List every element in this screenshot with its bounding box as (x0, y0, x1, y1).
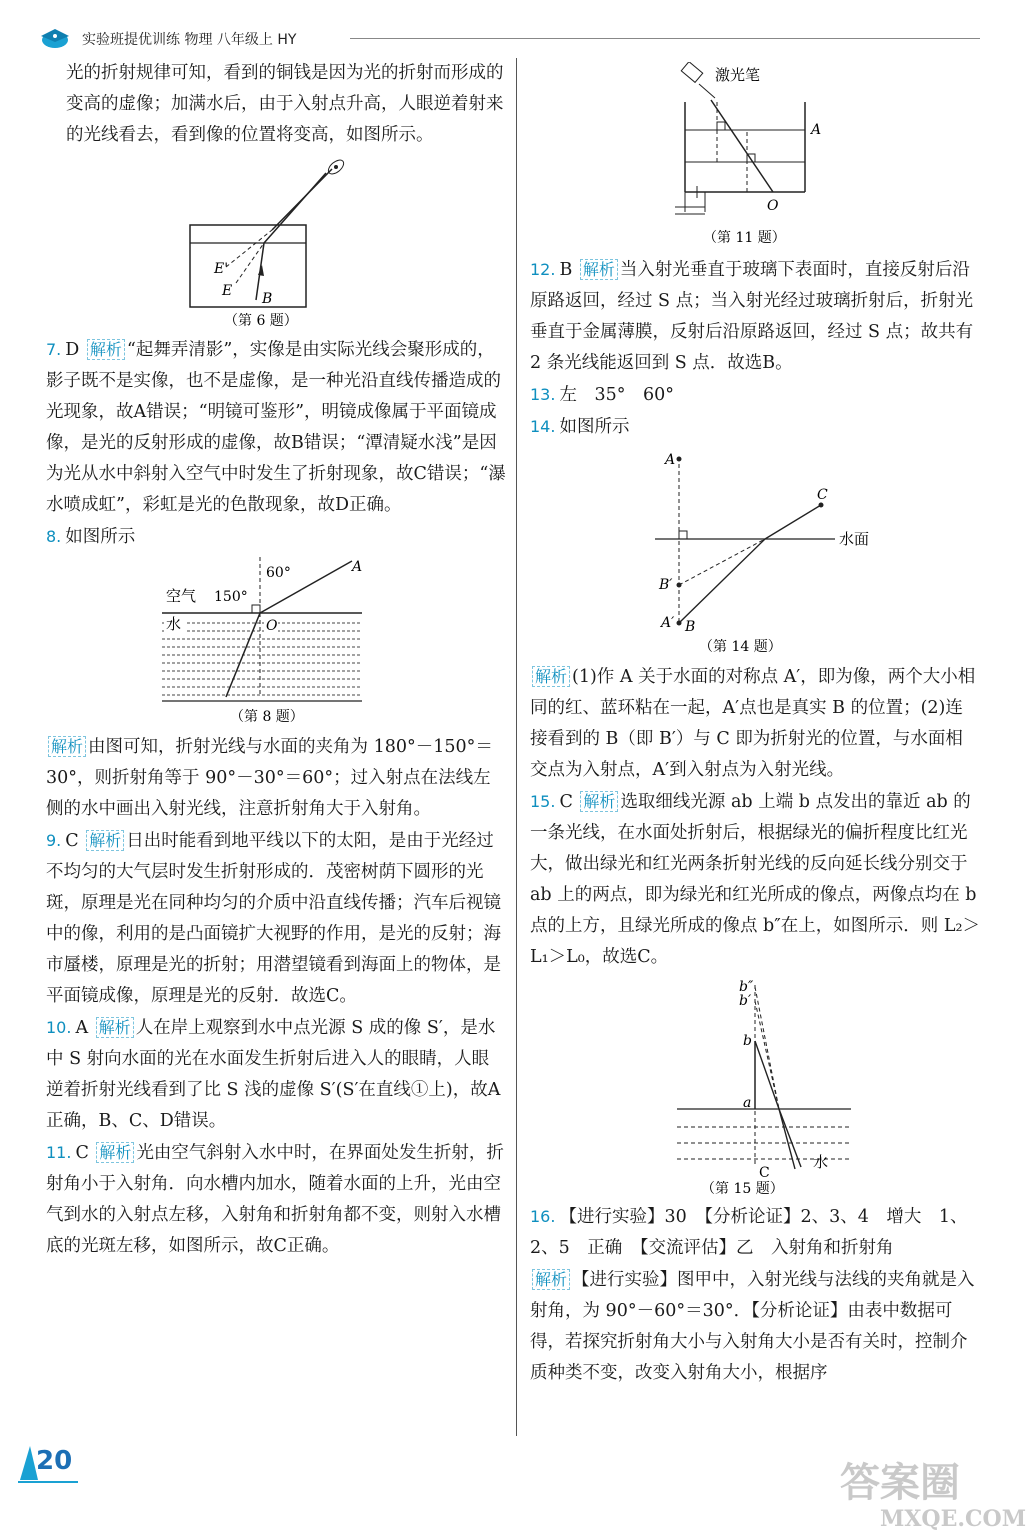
svg-text:MXQE.COM: MXQE.COM (880, 1506, 1026, 1532)
question-14-analysis (530, 661, 980, 786)
question-11 (46, 1137, 506, 1262)
q14-analysis-text: (1)作 A 关于水面的对称点 A′，即为像，两个大小相同的红、蓝环粘在一起，A′点也是真实 B 的位置；(2)连接看到的 B（即 B′）与 C 即为折射光的位置，与水面相交点为入射点，A′到入射点为入射光线。 (530, 667, 976, 780)
figure-14 (635, 447, 875, 657)
fig11-point-a: A (811, 122, 822, 138)
q10-analysis-text: 人在岸上观察到水中点光源 S 成的像 S′，是水中 S 射向水面的光在水面发生折射后进入人的眼睛，人眼逆着折射光线看到了比 S 浅的虚像 S′(S′在直线①上)，故A正确，B、C、D错误。 (46, 1018, 501, 1131)
question-9 (46, 825, 506, 1012)
question-13 (530, 379, 980, 411)
fig14-label-a: A (665, 452, 676, 468)
q14-text: 如图所示 (559, 417, 630, 437)
q14-number: 14. (530, 417, 556, 436)
column-divider (516, 58, 517, 1436)
fig11-caption: （第 11 题） (703, 230, 786, 246)
q8-text: 如图所示 (65, 527, 136, 547)
fig14-label-b: B (685, 619, 696, 635)
fig15-caption: （第 15 题） (701, 1181, 784, 1197)
left-column (46, 58, 506, 1262)
fig14-water-surface: 水面 (839, 530, 870, 548)
fig8-caption: （第 8 题） (230, 709, 304, 725)
eye-icon (326, 157, 346, 176)
figure-11 (655, 62, 855, 250)
q7-number: 7. (46, 340, 62, 359)
q12-number: 12. (530, 260, 556, 279)
watermark-logo (836, 1452, 1026, 1532)
q10-answer: A (75, 1018, 89, 1038)
q9-analysis-tag: 解析 (86, 830, 124, 851)
question-8-analysis (46, 731, 506, 825)
q11-analysis-text: 光由空气斜射入水中时，在界面处发生折射，折射角小于入射角．向水槽内加水，随着水面的上升，光由空气到水的入射点左移，入射角和折射角都不变，则射入水槽底的光斑左移，如图所示，故C正确。 (46, 1143, 504, 1256)
fig15-label-c: C (759, 1165, 770, 1181)
q14-analysis-tag: 解析 (532, 666, 570, 687)
q13-answer: 左 35° 60° (559, 385, 674, 405)
fig6-label-b: B (262, 291, 273, 307)
q15-number: 15. (530, 792, 556, 811)
q12-answer: B (559, 260, 573, 280)
q7-analysis-text: “起舞弄清影”，实像是由实际光线会聚形成的，影子既不是实像，也不是虚像，是一种光沿直线传播造成的光现象，故A错误；“明镜可鉴形”，明镜成像属于平面镜成像，是光的反射形成的虚像，故B错误；“潭清疑水浅”是因为光从水中斜射入空气中时发生了折射现象，故C错误；“瀑水喷成虹”，彩虹是光的色散现象，故D正确。 (46, 340, 506, 515)
right-column (530, 58, 980, 1389)
q13-number: 13. (530, 385, 556, 404)
fig8-point-o: O (266, 618, 278, 634)
figure-15 (655, 977, 855, 1197)
q12-analysis-text: 当入射光垂直于玻璃下表面时，直接反射后沿原路返回，经过 S 点；当入射光经过玻璃折射后，折射光垂直于金属薄膜，反射后沿原路返回，经过 S 点；故共有 2 条光线能返回到 S 点．故选B。 (530, 260, 974, 373)
fig6-label-e: E (222, 283, 233, 299)
fig15-label-a: a (743, 1095, 752, 1111)
q16-number: 16. (530, 1207, 556, 1226)
q15-analysis-tag: 解析 (580, 791, 618, 812)
q11-number: 11. (46, 1143, 72, 1162)
fig11-laser-label: 激光笔 (715, 66, 761, 84)
fig6-caption: （第 6 题） (224, 313, 298, 329)
fig15-label-b: b (743, 1033, 752, 1049)
q9-analysis-text: 日出时能看到地平线以下的太阳，是由于光经过不均匀的大气层时发生折射形成的．茂密树荫下圆形的光斑，原理是光在同种均匀的介质中沿直线传播；汽车后视镜中的像，利用的是凸面镜扩大视野的作用，是光的反射；海市蜃楼，原理是光的折射；用潜望镜看到海面上的物体，是平面镜成像，原理是光的反射．故选C。 (46, 831, 501, 1006)
q7-answer: D (65, 340, 80, 360)
question-12 (530, 254, 980, 379)
q8-number: 8. (46, 527, 62, 546)
page-header (40, 24, 980, 52)
fig15-water-label: 水 (813, 1153, 829, 1171)
q16-analysis-text: 【进行实验】图甲中，入射光线与法线的夹角就是入射角，为 90°－60°＝30°．【分析论证】由表中数据可得，若探究折射角大小与入射角大小是否有关时，控制介质种类不变，改变入射角大小，根据序 (530, 1270, 975, 1383)
q8-analysis-text: 由图可知，折射光线与水面的夹角为 180°－150°＝30°，则折射角等于 90°－30°＝60°；过入射点在法线左侧的水中画出入射光线，注意折射角大于入射角。 (46, 737, 493, 819)
q15-analysis-text: 选取细线光源 ab 上端 b 点发出的靠近 ab 的一条光线，在水面处折射后，根据绿光的偏折程度比红光大，做出绿光和红光两条折射光线的反向延长线分别交于 ab 上的两点，即为绿光和红光所成的像点，两像点均在 b 点的上方，且绿光所成的像点 b″在上，如图所示．则 L₂＞L₁＞L₀，故选C。 (530, 792, 980, 967)
q11-analysis-tag: 解析 (96, 1142, 134, 1163)
q10-number: 10. (46, 1018, 72, 1037)
question-8 (46, 521, 506, 553)
q9-answer: C (65, 831, 79, 851)
fig14-caption: （第 14 题） (699, 639, 782, 655)
svg-text:答案圈: 答案圈 (840, 1459, 960, 1506)
question-7 (46, 334, 506, 521)
q10-analysis-tag: 解析 (96, 1017, 134, 1038)
page-number-badge (16, 1440, 80, 1486)
question-16-analysis (530, 1264, 980, 1389)
question-14 (530, 411, 980, 443)
question-15 (530, 786, 980, 973)
q6-continued-text: 光的折射规律可知，看到的铜钱是因为光的折射而形成的变高的虚像；加满水后，由于入射点升高，人眼逆着射来的光线看去，看到像的位置将变高，如图所示。 (66, 63, 504, 145)
figure-6 (166, 155, 386, 330)
book-title: 实验班提优训练 物理 八年级上 HY (82, 32, 297, 48)
q9-number: 9. (46, 831, 62, 850)
q12-analysis-tag: 解析 (580, 259, 618, 280)
q8-analysis-tag: 解析 (48, 736, 86, 757)
header-rule (350, 38, 980, 39)
fig14-label-a-prime: A′ (661, 615, 675, 631)
q16-answer: 【进行实验】30 【分析论证】2、3、4 增大 1、2、5 正确 【交流评估】乙 入射角和折射角 (530, 1207, 968, 1258)
fig14-label-b-prime: B′ (659, 577, 673, 593)
q16-analysis-tag: 解析 (532, 1269, 570, 1290)
fig15-label-b-prime: b′ (739, 993, 752, 1009)
q15-answer: C (559, 792, 573, 812)
q11-answer: C (75, 1143, 89, 1163)
fig11-point-o: O (767, 198, 779, 214)
fig8-angle-150: 150° (214, 589, 248, 605)
fig8-air-label: 空气 (166, 587, 197, 605)
q7-analysis-tag: 解析 (87, 339, 125, 360)
fig8-water-label: 水 (166, 615, 182, 633)
question-10 (46, 1012, 506, 1137)
fig8-angle-60: 60° (266, 565, 291, 581)
fig6-label-e-prime: E' (214, 261, 229, 277)
fig15-label-b-double-prime: b″ (739, 979, 754, 995)
fig8-point-a: A (352, 559, 363, 575)
figure-8 (156, 557, 396, 727)
graduation-cap-icon (40, 26, 70, 50)
fig14-label-c: C (817, 487, 828, 503)
page-number: 20 (36, 1446, 73, 1476)
question-16 (530, 1201, 980, 1264)
